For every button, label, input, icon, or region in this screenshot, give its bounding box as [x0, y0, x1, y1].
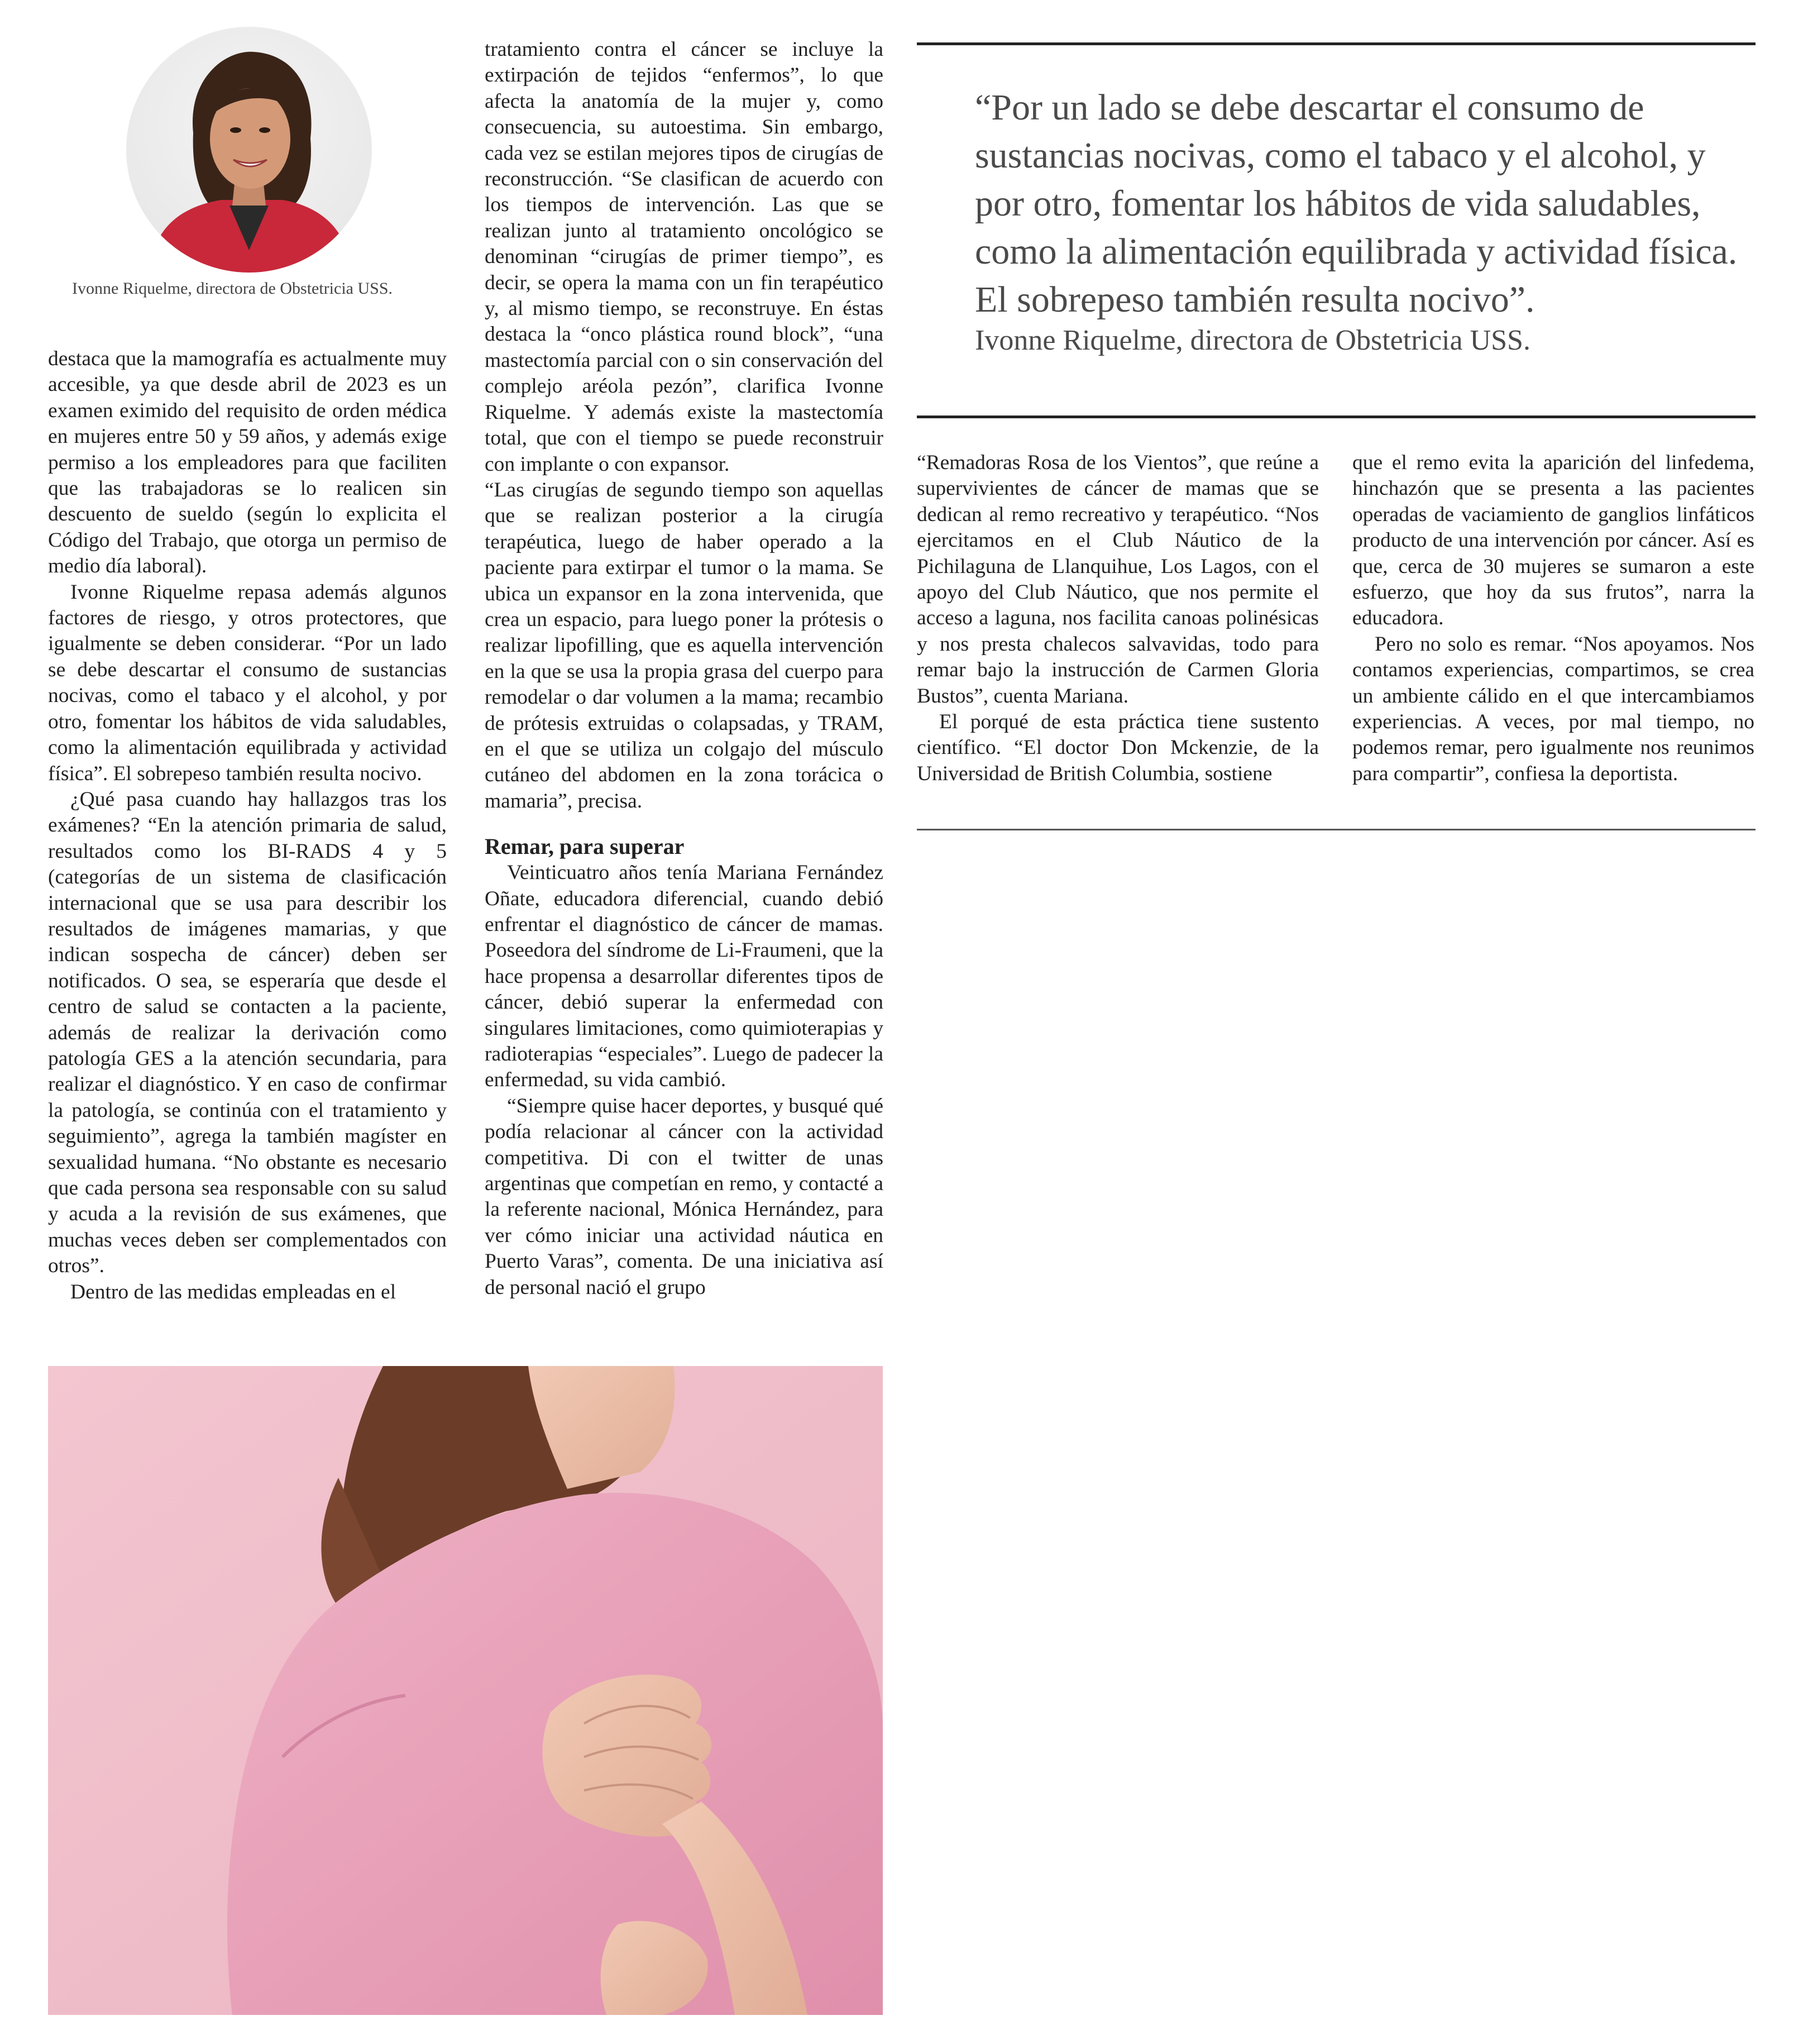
paragraph: tratamiento contra el cáncer se incluye la extirpación de tejidos “enfermos”, lo que afecta la anatomía de la mujer y, como consecuencia, su autoestima. Sin embargo, cada vez se estilan mejores tipos de cirugías de reconstrucción. “Se clasifican de acuerdo con los tiempos de intervención. Las que se realizan junto al tratamiento oncológico se denominan “cirugías de primer tiempo”, es decir, se opera la mama con un fin terapéutico y, al mismo tiempo, se reconstruye. En éstas destaca la “onco plástica round block”, “una mastectomía parcial con o sin conservación del complejo aréola pezón”, clarifica Ivonne Riquelme. Y además existe la mastectomía total, que con el tiempo se puede reconstruir con implante o con expansor.	[485, 38, 883, 476]
columns-bottom-rule	[917, 829, 1756, 830]
paragraph: “Remadoras Rosa de los Vientos”, que reúne a supervivientes de cáncer de mamas que se dedican al remo recreativo y terapéutico. “Nos ejercitamos en el Club Náutico de la Pichilaguna de Llanquihue, Los Lagos, con el apoyo del Club Náutico, que nos permite el acceso a laguna, nos facilita canoas polinésicas y nos presta chalecos salvavidas, todo para remar bajo la instrucción de Carmen Gloria Bustos”, cuenta Mariana.	[917, 451, 1319, 708]
paragraph: ¿Qué pasa cuando hay hallazgos tras los exámenes? “En la atención primaria de salud, resultados como los BI-RADS 4 y 5 (categorías de un sistema de clasificación internacional que se usa para describir los resultados de imágenes mamarias, y que indican sospecha de cáncer) deben ser notificados. O sea, se esperaría que desde el centro de salud se contacten a la paciente, además de realizar la derivación como patología GES a la atención secundaria, para realizar el diagnóstico. Y en caso de confirmar la patología, se continúa con el tratamiento y seguimiento”, agrega la también magíster en sexualidad humana. “No obstante es necesario que cada persona sea responsable con su salud y acuda a la revisión de sus exámenes, que muchas veces deben ser complementados con otros”.	[48, 787, 447, 1278]
paragraph: Ivonne Riquelme repasa además algunos factores de riesgo, y otros protectores, que igualmente se deben considerar. “Por un lado se debe descartar el consumo de sustancias nocivas, como el tabaco y el alcohol, y por otro, fomentar los hábitos de vida saludables, como la alimentación equilibrada y actividad física”. El sobrepeso también resulta nocivo.	[48, 580, 447, 785]
paragraph: Dentro de las medidas empleadas en el	[70, 1280, 396, 1303]
paragraph: que el remo evita la aparición del linfedema, hinchazón que se presenta a las pacientes operadas de vaciamiento de ganglios linfáticos producto de una intervención por cáncer. Así es que, cerca de 30 mujeres se sumaron a este esfuerzo, que hoy da sus frutos”, narra la educadora.	[1352, 451, 1754, 630]
paragraph: destaca que la mamografía es actualmente muy accesible, ya que desde abril de 2023 es un examen eximido del requisito de orden médica en mujeres entre 50 y 59 años, y además exige permiso a los empleadores para que faciliten que las trabajadoras se lo realicen sin descuento de sueldo (según lo explicita el Código del Trabajo, que otorga un permiso de medio día laboral).	[48, 347, 447, 578]
portrait-photo	[126, 27, 372, 273]
pullquote-top-rule	[917, 42, 1756, 45]
article-column-2	[485, 37, 883, 1301]
paragraph: “Las cirugías de segundo tiempo son aquellas que se realizan posterior a la cirugía terapéutica, luego de haber operado a la paciente para extirpar el tumor o la mama. Se ubica un expansor en la zona intervenida, que crea un espacio, para luego poner la prótesis o realizar lipofilling, que es aquella intervención en la que se usa la propia grasa del cuerpo para remodelar o dar volumen a la mama; recambio de prótesis extruidas o colapsadas, y TRAM, en el que se utiliza un colgajo del músculo cutáneo del abdomen en la zona torácica o mamaria”, precisa.	[485, 478, 883, 813]
pullquote-bottom-rule	[917, 416, 1756, 418]
section-subheading: Remar, para superar	[485, 834, 685, 859]
pullquote-attribution: Ivonne Riquelme, directora de Obstetricia USS.	[975, 324, 1530, 356]
pullquote-text: “Por un lado se debe descartar el consumo de sustancias nocivas, como el tabaco y el alcohol, y por otro, fomentar los hábitos de vida saludables, como la alimentación equilibrada y actividad física. El sobrepeso también resulta nocivo”.	[975, 87, 1738, 320]
article-column-4	[1352, 450, 1754, 787]
article-column-1	[48, 346, 447, 1305]
paragraph: Pero no solo es remar. “Nos apoyamos. Nos contamos experiencias, compartimos, se crea un ambiente cálido en el que intercambiamos experiencias. A veces, por mal tiempo, no podemos remar, pero igualmente nos reunimos para compartir”, confiesa la deportista.	[1352, 632, 1754, 785]
portrait-caption: Ivonne Riquelme, directora de Obstetricia USS.	[71, 279, 393, 298]
paragraph: Veinticuatro años tenía Mariana Fernández Oñate, educadora diferencial, cuando debió enfrentar el diagnóstico de cáncer de mamas. Poseedora del síndrome de Li-Fraumeni, que la hace propensa a desarrollar diferentes tipos de cáncer, debió superar la enfermedad con singulares limitaciones, como quimioterapias y radioterapias “especiales”. Luego de padecer la enfermedad, su vida cambió.	[485, 861, 883, 1092]
article-column-3	[917, 450, 1319, 787]
woman-pink-shirt-photo	[48, 1366, 883, 2015]
paragraph: “Siempre quise hacer deportes, y busqué qué podía relacionar al cáncer con la actividad competitiva. Di con el twitter de unas argentinas que competían en remo, y contacté a la referente nacional, Mónica Hernández, para ver cómo iniciar una actividad náutica en Puerto Varas”, comenta. De una iniciativa así de personal nació el grupo	[485, 1094, 883, 1299]
paragraph: El porqué de esta práctica tiene sustento científico. “El doctor Don Mckenzie, de la Universidad de British Columbia, sostiene	[917, 710, 1319, 785]
